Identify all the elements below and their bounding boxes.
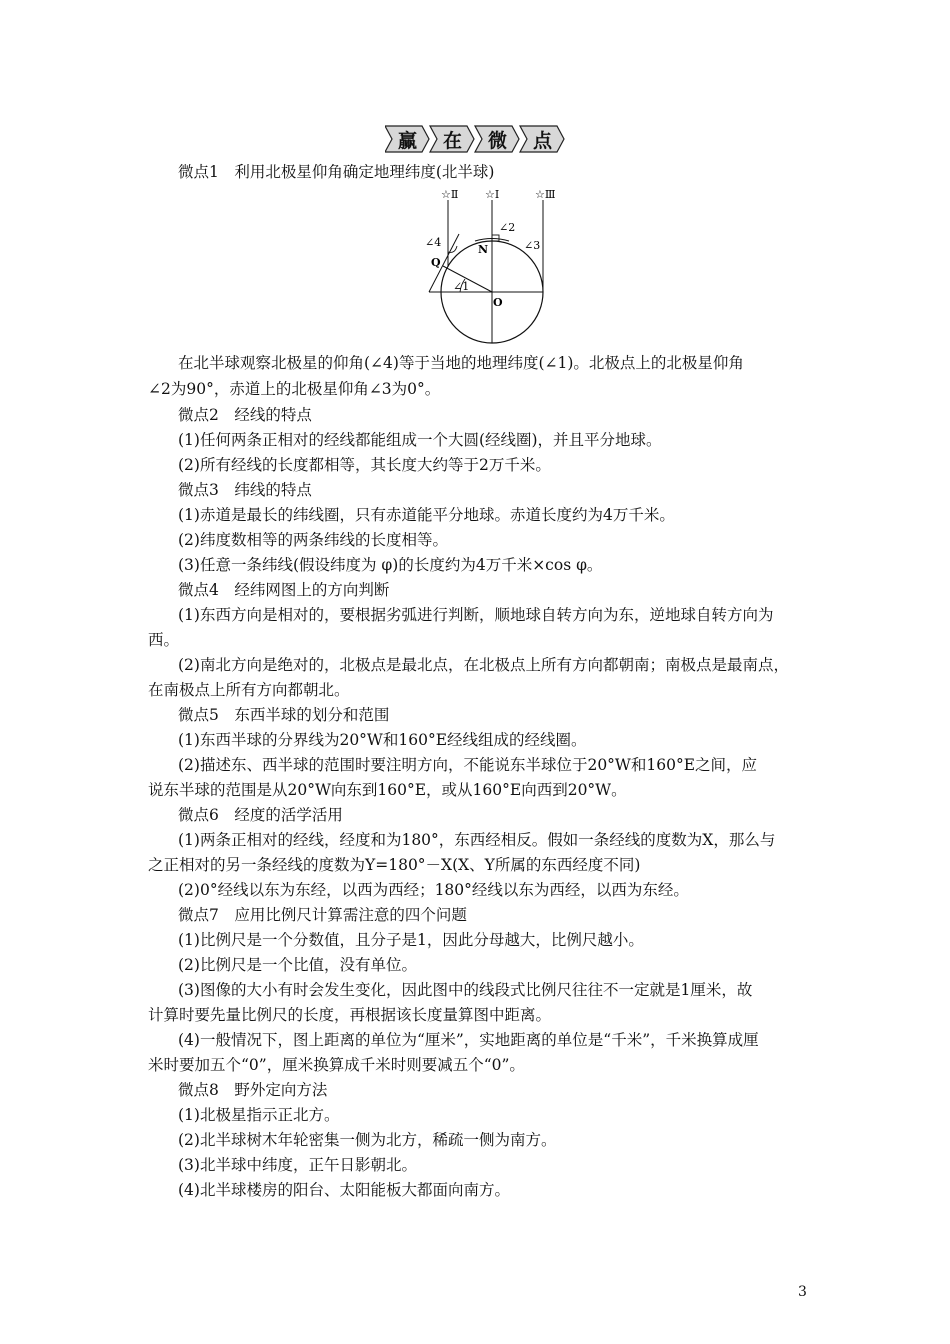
paragraph-line: (4)北半球楼房的阳台、太阳能板大都面向南方。 [178, 1181, 510, 1199]
angle1-label: ∠1 [453, 280, 470, 293]
heading-point-6: 微点6 经度的活学活用 [178, 806, 343, 824]
paragraph-line: 在南极点上所有方向都朝北。 [148, 681, 350, 699]
paragraph-line: 之正相对的另一条经线的度数为Y=180°－X(X、Y所属的东西经度不同) [148, 856, 641, 874]
q-label: Q [431, 256, 441, 269]
paragraph-line: (1)赤道是最长的纬线圈，只有赤道能平分地球。赤道长度约为4万千米。 [178, 506, 675, 524]
angle4-label: ∠4 [425, 236, 442, 249]
section-banner [385, 124, 565, 154]
paragraph-line: (3)任意一条纬线(假设纬度为 φ)的长度约为4万千米×cos φ。 [178, 556, 603, 574]
heading-point-8: 微点8 野外定向方法 [178, 1081, 328, 1099]
paragraph-line: (4)一般情况下，图上距离的单位为“厘米”，实地距离的单位是“千米”，千米换算成厘 [178, 1031, 759, 1049]
heading-point-7: 微点7 应用比例尺计算需注意的四个问题 [178, 906, 467, 924]
paragraph-line: (2)纬度数相等的两条纬线的长度相等。 [178, 531, 448, 549]
star2-label: ☆Ⅱ [441, 188, 459, 201]
paragraph-line: (1)北极星指示正北方。 [178, 1106, 340, 1124]
paragraph-line: (2)描述东、西半球的范围时要注明方向，不能说东半球位于20°W和160°E之间，应 [178, 756, 758, 774]
paragraph-line: (1)东西方向是相对的，要根据劣弧进行判断，顺地球自转方向为东，逆地球自转方向为 [178, 606, 774, 624]
paragraph-line: (3)北半球中纬度，正午日影朝北。 [178, 1156, 417, 1174]
paragraph-line: 米时要加五个“0”，厘米换算成千米时则要减五个“0”。 [148, 1056, 525, 1074]
paragraph-line: (1)东西半球的分界线为20°W和160°E经线组成的经线圈。 [178, 731, 587, 749]
n-label: N [478, 243, 489, 256]
paragraph-line: ∠2为90°，赤道上的北极星仰角∠3为0°。 [148, 380, 441, 398]
heading-point-2: 微点2 经线的特点 [178, 406, 312, 424]
banner-char: 在 [442, 129, 462, 152]
banner-char: 赢 [397, 129, 417, 152]
banner-char: 点 [532, 129, 552, 152]
right-angle-mark [492, 235, 499, 241]
paragraph-line: (1)任何两条正相对的经线都能组成一个大圆(经线圈)，并且平分地球。 [178, 431, 662, 449]
paragraph-line: 说东半球的范围是从20°W向东到160°E，或从160°E向西到20°W。 [148, 781, 627, 799]
heading-point-4: 微点4 经纬网图上的方向判断 [178, 581, 390, 599]
angle3-label: ∠3 [524, 239, 541, 252]
paragraph-line: (2)南北方向是绝对的，北极点是最北点，在北极点上所有方向都朝南；南极点是最南点， [178, 656, 789, 674]
o-label: O [493, 296, 503, 309]
paragraph-line: (2)比例尺是一个比值，没有单位。 [178, 956, 417, 974]
paragraph-line: 计算时要先量比例尺的长度，再根据该长度量算图中距离。 [148, 1006, 552, 1024]
paragraph-line: (2)北半球树木年轮密集一侧为北方，稀疏一侧为南方。 [178, 1131, 557, 1149]
banner-char: 微 [487, 129, 507, 152]
page-number: 3 [798, 1284, 807, 1300]
angle2-label: ∠2 [499, 221, 516, 234]
heading-point-5: 微点5 东西半球的划分和范围 [178, 706, 390, 724]
paragraph-line: 西。 [148, 631, 180, 649]
star1-label: ☆Ⅰ [485, 188, 500, 201]
polaris-elevation-diagram [415, 182, 565, 347]
paragraph-line: (1)两条正相对的经线，经度和为180°，东西经相反。假如一条经线的度数为X，那么与 [178, 831, 776, 849]
star3-label: ☆Ⅲ [535, 188, 556, 201]
heading-point-1: 微点1 利用北极星仰角确定地理纬度(北半球) [178, 163, 495, 181]
paragraph-line: (2)0°经线以东为东经，以西为西经；180°经线以东为西经，以西为东经。 [178, 881, 689, 899]
paragraph-line: (3)图像的大小有时会发生变化，因此图中的线段式比例尺往往不一定就是1厘米，故 [178, 981, 753, 999]
heading-point-3: 微点3 纬线的特点 [178, 481, 312, 499]
paragraph-line: 在北半球观察北极星的仰角(∠4)等于当地的地理纬度(∠1)。北极点上的北极星仰角 [178, 354, 744, 372]
paragraph-line: (2)所有经线的长度都相等，其长度大约等于2万千米。 [178, 456, 551, 474]
paragraph-line: (1)比例尺是一个分数值，且分子是1，因此分母越大，比例尺越小。 [178, 931, 644, 949]
